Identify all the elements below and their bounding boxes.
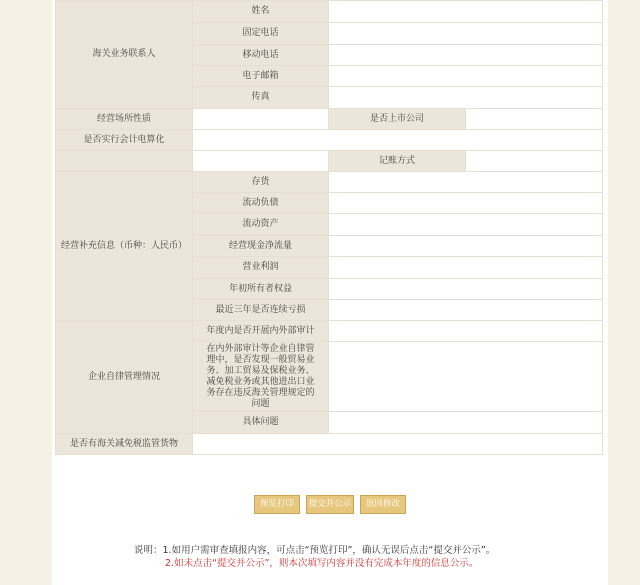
specific-issue-label: 具体问题 xyxy=(193,412,329,434)
computerized-accounting-label: 是否实行会计电算化 xyxy=(56,130,193,151)
current-assets-label: 流动资产 xyxy=(193,214,329,236)
note-line-2: 2.如未点击“提交并公示”，则本次填写内容并没有完成本年度的信息公示。 xyxy=(165,558,479,569)
operating-cashflow-label: 经营现金净流量 xyxy=(193,236,329,257)
current-assets-value xyxy=(329,214,603,236)
operating-profit-value xyxy=(329,257,603,279)
site-nature-value xyxy=(193,109,329,130)
violation-question-value xyxy=(329,342,603,412)
mobile-label: 移动电话 xyxy=(193,45,329,66)
blank-label-cell xyxy=(56,151,193,172)
submit-publish-button[interactable]: 提交并公示 xyxy=(306,495,354,514)
mobile-value xyxy=(329,45,603,66)
email-label: 电子邮箱 xyxy=(193,66,329,87)
email-value xyxy=(329,66,603,87)
consecutive-loss-value xyxy=(329,300,603,321)
inventory-value xyxy=(329,172,603,193)
site-nature-label: 经营场所性质 xyxy=(56,109,193,130)
listed-company-value xyxy=(466,109,603,130)
selfmgmt-group-label: 企业自律管理情况 xyxy=(56,321,193,434)
consecutive-loss-label: 最近三年是否连续亏损 xyxy=(193,300,329,321)
blank-value-cell xyxy=(193,151,329,172)
dutyfree-goods-label: 是否有海关减免税监管货物 xyxy=(56,434,193,455)
dutyfree-goods-value xyxy=(193,434,603,455)
name-value xyxy=(329,1,603,23)
bookkeeping-method-label: 记账方式 xyxy=(329,151,466,172)
return-edit-button[interactable]: 返回修改 xyxy=(360,495,406,514)
preview-print-button[interactable]: 预览打印 xyxy=(254,495,300,514)
audit-question-value xyxy=(329,321,603,342)
operating-profit-label: 营业利润 xyxy=(193,257,329,279)
bookkeeping-method-value xyxy=(466,151,603,172)
inventory-label: 存货 xyxy=(193,172,329,193)
specific-issue-value xyxy=(329,412,603,434)
current-liabilities-value xyxy=(329,193,603,214)
opening-equity-value xyxy=(329,279,603,300)
operating-cashflow-value xyxy=(329,236,603,257)
landline-label: 固定电话 xyxy=(193,23,329,45)
audit-question-label: 年度内是否开展内外部审计 xyxy=(193,321,329,342)
note-line-1: 说明：1.如用户需审查填报内容，可点击“预览打印”，确认无误后点击“提交并公示”。 xyxy=(134,545,496,556)
computerized-accounting-value xyxy=(193,130,603,151)
violation-question-label: 在内外部审计等企业自律管理中，是否发现一般贸易业务、加工贸易及保税业务、减免税业务或其他进出口业务存在违反海关管理规定的问题 xyxy=(193,342,329,412)
landline-value xyxy=(329,23,603,45)
opening-equity-label: 年初所有者权益 xyxy=(193,279,329,300)
supplement-group-label: 经营补充信息（币种：人民币） xyxy=(56,172,193,321)
current-liabilities-label: 流动负债 xyxy=(193,193,329,214)
contact-group-label: 海关业务联系人 xyxy=(56,1,193,109)
listed-company-label: 是否上市公司 xyxy=(329,109,466,130)
fax-value xyxy=(329,87,603,109)
fax-label: 传真 xyxy=(193,87,329,109)
annual-report-form-table xyxy=(55,0,603,455)
name-label: 姓名 xyxy=(193,1,329,23)
